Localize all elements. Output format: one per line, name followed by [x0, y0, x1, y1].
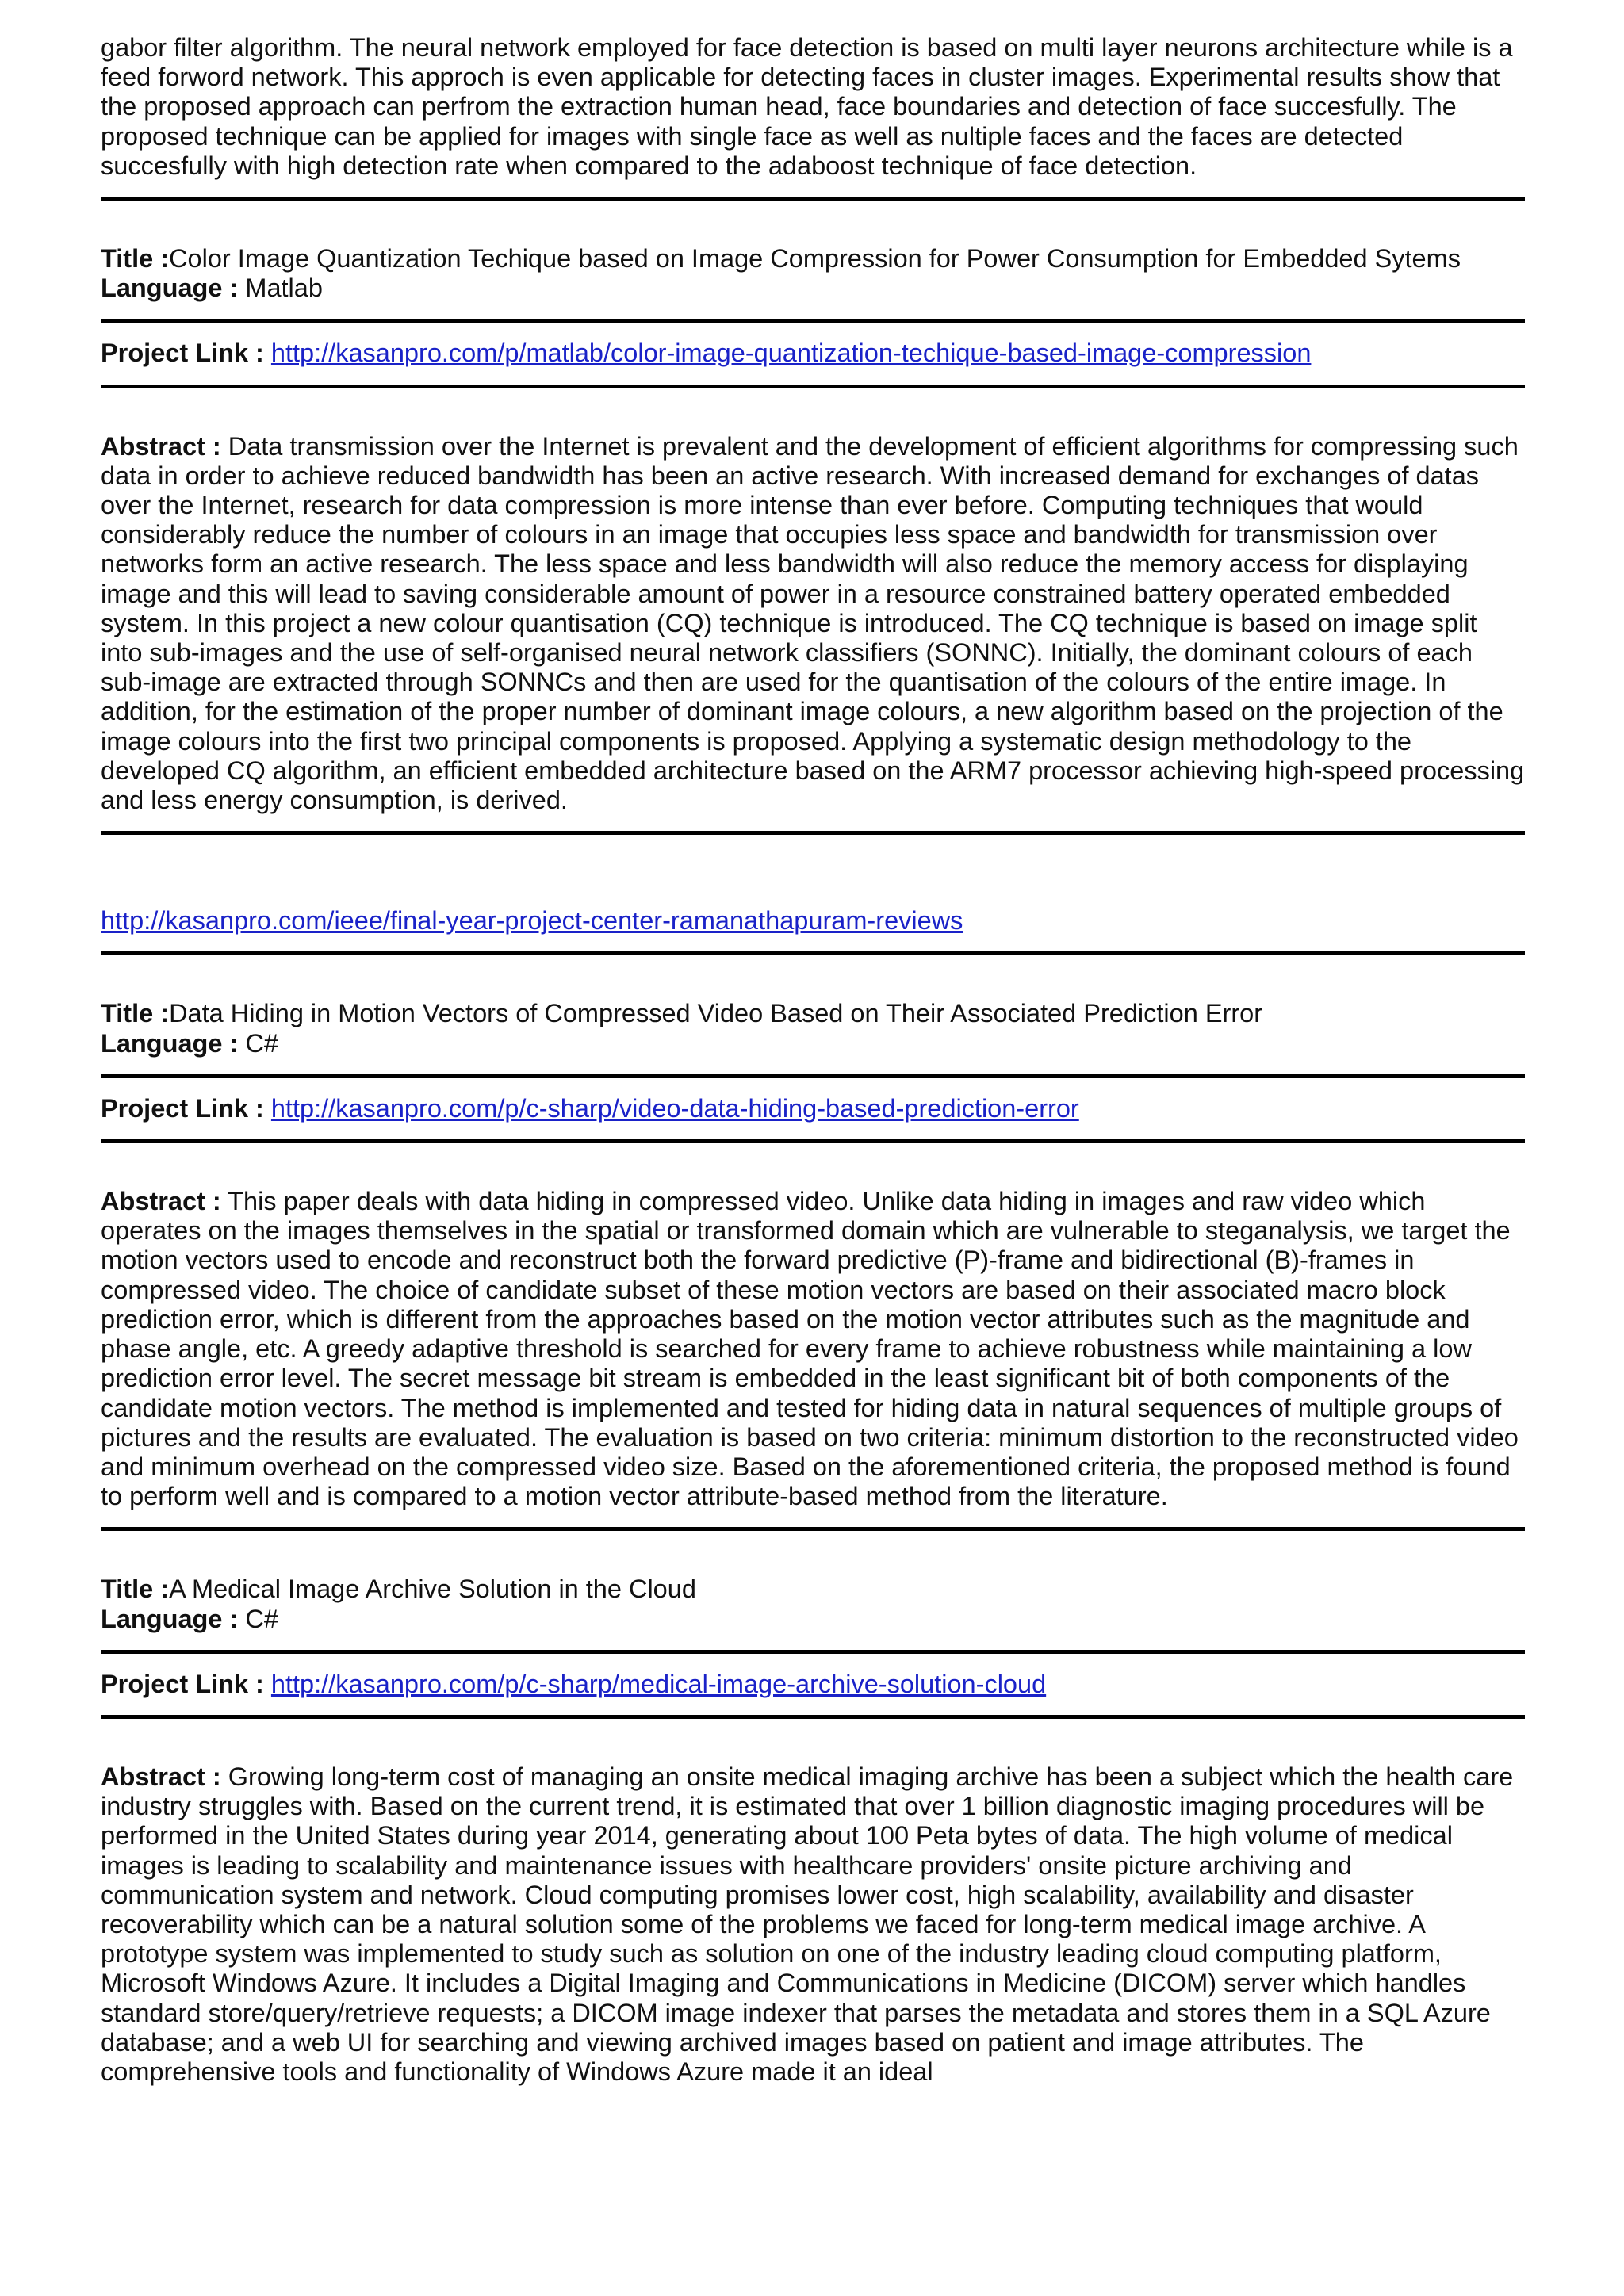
abstract-label: Abstract :: [101, 1187, 221, 1216]
project-title: Color Image Quantization Techique based on Image Compression for Power Consumption for Embedded Sytems: [169, 244, 1461, 274]
section-divider: [101, 197, 1525, 201]
project-language-line: [101, 1605, 1525, 1634]
project-link-line: [101, 339, 1525, 368]
project-title: A Medical Image Archive Solution in the Cloud: [169, 1575, 696, 1604]
project-link[interactable]: http://kasanpro.com/p/matlab/color-image-quantization-techique-based-image-compression: [270, 339, 1312, 368]
project-title-line: [101, 244, 1525, 274]
section-divider: [101, 1139, 1525, 1143]
language-label: Language :: [101, 1604, 239, 1633]
project-language-line: [101, 1029, 1525, 1058]
project-language: C#: [245, 1028, 278, 1058]
document-page: [101, 33, 1525, 2087]
section-divider: [101, 319, 1525, 323]
reviews-link-line: [101, 906, 1525, 936]
language-label: Language :: [101, 274, 239, 303]
project-language-line: [101, 274, 1525, 303]
project-link-line: [101, 1670, 1525, 1699]
project-link-label: Project Link :: [101, 1093, 264, 1123]
project-abstract-text: Growing long-term cost of managing an onsite medical imaging archive has been a subject which the health care industry struggles with. Based on the current trend, it is estimated that over 1 billion diagnostic imaging procedures will be performed in the United States during year 2014, generating about 100 Peta bytes of data. The high volume of medical images is leading to scalability and maintenance issues with healthcare providers' onsite picture archiving and communication system and network. Cloud computing promises lower cost, high scalability, availability and disaster recoverability which can be a natural solution some of the problems we faced for long-term medical image archive. A prototype system was implemented to study such as solution on one of the industry leading cloud computing platform, Microsoft Windows Azure. It includes a Digital Imaging and Communications in Medicine (DICOM) server which handles standard store/query/retrieve requests; a DICOM image indexer that parses the metadata and stores them in a SQL Azure database; and a web UI for searching and viewing archived images based on patient and image attributes. The comprehensive tools and functionality of Windows Azure made it an ideal: [101, 1762, 1514, 2086]
section-divider: [101, 1527, 1525, 1531]
project-abstract-text: This paper deals with data hiding in compressed video. Unlike data hiding in images and raw video which operates on the images themselves in the spatial or transformed domain which are vulnerable to steganalysis, we target the motion vectors used to encode and reconstruct both the forward predictive (P)-frame and bidirectional (B)-frames in compressed video. The choice of candidate subset of these motion vectors are based on their associated macro block prediction error, which is different from the approaches based on the motion vector attributes such as the magnitude and phase angle, etc. A greedy adaptive threshold is searched for every frame to achieve robustness while maintaining a low prediction error level. The secret message bit stream is embedded in the least significant bit of both components of the candidate motion vectors. The method is implemented and tested for hiding data in natural sequences of multiple groups of pictures and the results are evaluated. The evaluation is based on two criteria: minimum distortion to the reconstructed video and minimum overhead on the compressed video size. Based on the aforementioned criteria, the proposed method is found to perform well and is compared to a motion vector attribute-based method from the literature.: [101, 1187, 1519, 1511]
project-title-line: [101, 1575, 1525, 1604]
project-title: Data Hiding in Motion Vectors of Compressed Video Based on Their Associated Prediction Error: [169, 999, 1263, 1028]
project-abstract: [101, 1762, 1525, 2087]
project-entry: [101, 1575, 1525, 2087]
project-language: Matlab: [245, 274, 323, 303]
section-divider: [101, 1715, 1525, 1719]
project-link[interactable]: http://kasanpro.com/p/c-sharp/medical-image-archive-solution-cloud: [270, 1669, 1047, 1698]
abstract-continuation: gabor filter algorithm. The neural network employed for face detection is based on multi layer neurons architecture while is a feed forword network. This approch is even applicable for detecting faces in cluster images. Experimental results show that the proposed approach can perfrom the extraction human head, face boundaries and detection of face succesfully. The proposed technique can be applied for images with single face as well as nultiple faces and the faces are detected succesfully with high detection rate when compared to the adaboost technique of face detection.: [101, 33, 1513, 180]
section-divider: [101, 1650, 1525, 1654]
abstract-label: Abstract :: [101, 431, 221, 461]
project-entry: [101, 999, 1525, 1531]
project-link-line: [101, 1094, 1525, 1123]
title-label: Title :: [101, 244, 170, 274]
project-language: C#: [245, 1604, 278, 1633]
project-abstract-text: Data transmission over the Internet is prevalent and the development of efficient algorithms for compressing such data in order to achieve reduced bandwidth has been an active research. With increased demand for exchanges of datas over the Internet, research for data compression is more intense than ever before. Computing techniques that would considerably reduce the number of colours in an image that occupies less space and bandwidth for transmission over networks form an active research. The less space and less bandwidth will also reduce the memory access for displaying image and this will lead to saving considerable amount of power in a resource constrained battery operated embedded system. In this project a new colour quantisation (CQ) technique is introduced. The CQ technique is based on image split into sub-images and the use of self-organised neural network classifiers (SONNC). Initially, the dominant colours of each sub-image are extracted through SONNCs and then are used for the quantisation of the colours of the entire image. In addition, for the estimation of the proper number of dominant image colours, a new algorithm based on the projection of the image colours into the first two principal components is proposed. Applying a systematic design methodology to the developed CQ algorithm, an efficient embedded architecture based on the ARM7 processor achieving high-speed processing and less energy consumption, is derived.: [101, 431, 1525, 815]
reviews-link[interactable]: http://kasanpro.com/ieee/final-year-project-center-ramanathapuram-reviews: [101, 906, 963, 936]
project-abstract: [101, 432, 1525, 816]
section-divider: [101, 831, 1525, 835]
title-label: Title :: [101, 999, 170, 1028]
language-label: Language :: [101, 1028, 239, 1058]
project-abstract: [101, 1187, 1525, 1511]
project-entry: [101, 244, 1525, 835]
section-divider: [101, 385, 1525, 388]
project-link[interactable]: http://kasanpro.com/p/c-sharp/video-data-hiding-based-prediction-error: [270, 1093, 1079, 1123]
abstract-label: Abstract :: [101, 1762, 221, 1791]
project-link-label: Project Link :: [101, 339, 264, 368]
title-label: Title :: [101, 1575, 170, 1604]
section-divider: [101, 951, 1525, 955]
project-title-line: [101, 999, 1525, 1028]
project-link-label: Project Link :: [101, 1669, 264, 1698]
section-divider: [101, 1074, 1525, 1078]
